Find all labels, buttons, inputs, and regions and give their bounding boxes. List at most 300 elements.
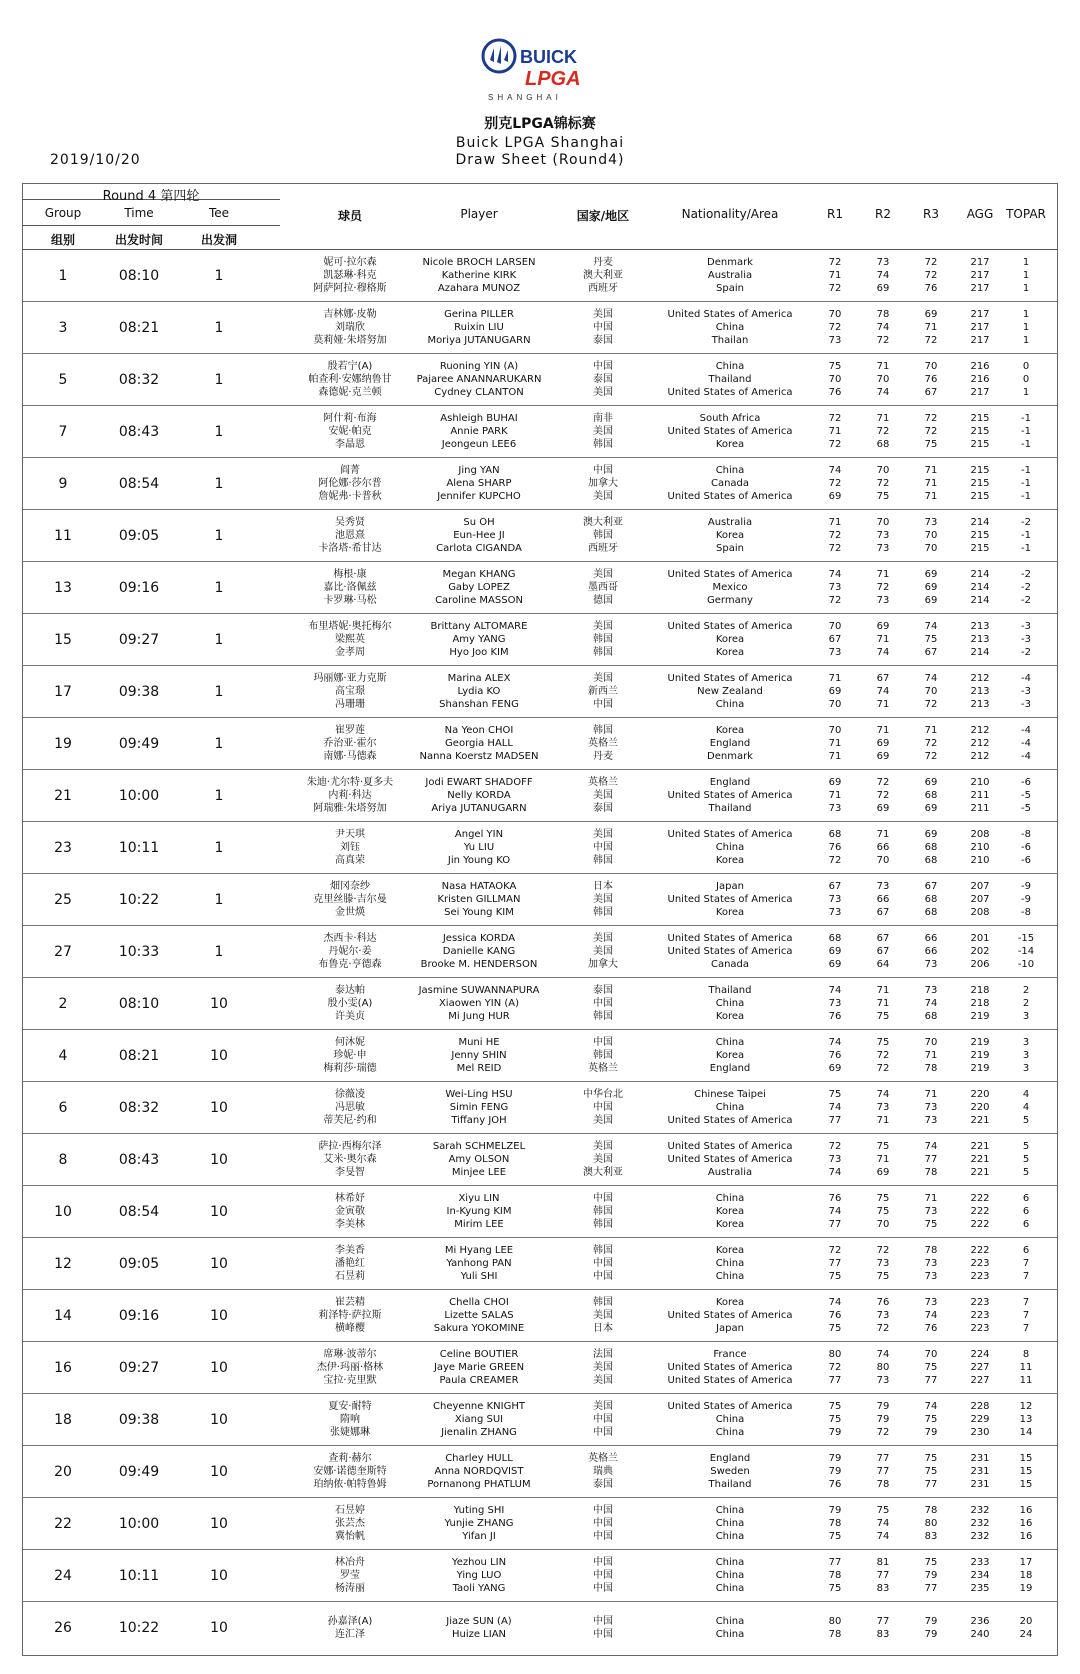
tee-time: 10:33 xyxy=(118,943,160,960)
player-r3-cell xyxy=(906,1134,956,1185)
player-nat: United States of America xyxy=(667,946,793,957)
group-number: 24 xyxy=(54,1567,72,1584)
player-r1: 77 xyxy=(828,1115,842,1126)
player-nat-cell xyxy=(660,926,800,977)
player-country-cell xyxy=(558,1030,648,1081)
player-agg: 212 xyxy=(970,751,990,762)
player-agg: 214 xyxy=(970,595,990,606)
player-r2: 67 xyxy=(876,933,890,944)
player-r2: 75 xyxy=(876,1206,890,1217)
player-country: 新西兰 xyxy=(588,686,618,697)
player-r2: 72 xyxy=(876,1427,890,1438)
player-r3: 70 xyxy=(924,361,938,372)
player-cn: 莫莉娅·朱塔努加 xyxy=(313,335,387,346)
player-r1-cell xyxy=(810,1446,860,1497)
player-r2: 74 xyxy=(876,1518,890,1529)
player-r1: 68 xyxy=(828,933,842,944)
player-r1-cell xyxy=(810,1186,860,1237)
player-country: 美国 xyxy=(593,1362,613,1373)
player-agg: 240 xyxy=(970,1628,990,1640)
player-agg: 214 xyxy=(970,569,990,580)
player-en: Brittany ALTOMARE xyxy=(430,621,528,632)
player-r1: 75 xyxy=(828,1323,842,1334)
player-en: Anna NORDQVIST xyxy=(434,1466,524,1477)
player-r3-cell xyxy=(906,822,956,873)
player-r2: 71 xyxy=(876,634,890,645)
player-r1: 72 xyxy=(828,543,842,554)
table-row xyxy=(22,1030,1058,1082)
player-country: 加拿大 xyxy=(588,959,618,970)
tee-hole: 10 xyxy=(210,1619,228,1636)
player-country: 英格兰 xyxy=(588,1063,618,1074)
player-r1: 79 xyxy=(828,1505,842,1516)
player-agg: 217 xyxy=(970,270,990,281)
player-cn: 艾米·奥尔森 xyxy=(323,1154,377,1165)
player-agg: 232 xyxy=(970,1518,990,1529)
player-r3: 73 xyxy=(924,1258,938,1269)
tee-hole: 1 xyxy=(214,267,224,284)
player-r1: 71 xyxy=(828,426,842,437)
logo-lpga-text: LPGA xyxy=(525,68,581,90)
player-r3-cell xyxy=(906,1342,956,1393)
player-nat: China xyxy=(715,361,745,372)
player-nat: United States of America xyxy=(667,673,793,684)
player-cn: 布里塔妮·奥托梅尔 xyxy=(308,621,392,632)
player-cn-cell xyxy=(300,354,400,405)
tee-time: 08:54 xyxy=(118,1203,160,1220)
player-topar: 11 xyxy=(1019,1362,1033,1373)
player-country: 泰国 xyxy=(593,374,613,385)
player-en-cell xyxy=(400,1446,558,1497)
player-nat: United States of America xyxy=(667,1310,793,1321)
player-r2: 72 xyxy=(876,1063,890,1074)
table-row xyxy=(22,510,1058,562)
tee-time: 09:49 xyxy=(118,735,160,752)
player-r1-cell xyxy=(810,406,860,457)
player-topar: -3 xyxy=(1021,699,1031,710)
player-r1-cell xyxy=(810,562,860,613)
player-r2: 74 xyxy=(876,1349,890,1360)
player-topar-cell xyxy=(996,1342,1056,1393)
player-en: Caroline MASSON xyxy=(435,595,523,606)
player-r2: 74 xyxy=(876,1531,890,1542)
player-r2-cell xyxy=(858,1550,908,1601)
player-country-cell xyxy=(558,250,648,301)
player-nat: Chinese Taipei xyxy=(694,1089,766,1100)
player-r2-cell xyxy=(858,770,908,821)
player-agg: 212 xyxy=(970,738,990,749)
group-number: 7 xyxy=(58,423,68,440)
buick-lpga-logo xyxy=(480,38,620,104)
player-cn: 畑冈奈纱 xyxy=(330,881,370,892)
player-r1: 78 xyxy=(828,1628,842,1640)
player-topar: 5 xyxy=(1022,1154,1030,1165)
player-r2: 74 xyxy=(876,647,890,658)
player-agg: 227 xyxy=(970,1362,990,1373)
player-country: 中国 xyxy=(593,1583,613,1594)
player-cn: 安娜·诺德奎斯特 xyxy=(313,1466,387,1477)
player-en: Simin FENG xyxy=(449,1102,509,1113)
player-country: 中国 xyxy=(593,1570,613,1581)
player-country: 美国 xyxy=(593,829,613,840)
player-nat: United States of America xyxy=(667,829,793,840)
player-en: Jaye Marie GREEN xyxy=(433,1362,525,1373)
tee-hole: 1 xyxy=(214,891,224,908)
group-number: 5 xyxy=(58,371,68,388)
player-r2-cell xyxy=(858,1498,908,1549)
player-country: 日本 xyxy=(593,881,613,892)
player-en: Cheyenne KNIGHT xyxy=(433,1401,525,1412)
player-en-cell xyxy=(400,406,558,457)
player-nat-cell xyxy=(660,354,800,405)
player-r2-cell xyxy=(858,1134,908,1185)
player-en: Brooke M. HENDERSON xyxy=(420,959,538,970)
player-r2-cell xyxy=(858,302,908,353)
player-country: 美国 xyxy=(593,426,613,437)
player-r3: 67 xyxy=(924,881,938,892)
player-nat: England xyxy=(709,1453,751,1464)
tee-hole: 10 xyxy=(210,1463,228,1480)
player-en: Georgia HALL xyxy=(445,738,513,749)
player-r1-cell xyxy=(810,250,860,301)
player-topar: 20 xyxy=(1019,1615,1033,1627)
player-r2: 76 xyxy=(876,1297,890,1308)
player-nat: United States of America xyxy=(667,569,793,580)
player-r2: 74 xyxy=(876,387,890,398)
player-cn: 莉泽特·萨拉斯 xyxy=(318,1310,382,1321)
player-nat: China xyxy=(715,1102,745,1113)
player-country: 中国 xyxy=(593,1615,613,1627)
player-r3-cell xyxy=(906,718,956,769)
player-r2: 75 xyxy=(876,1141,890,1152)
player-r2: 75 xyxy=(876,1193,890,1204)
player-country: 韩国 xyxy=(593,439,613,450)
player-topar-cell xyxy=(996,354,1056,405)
player-cn: 罗莹 xyxy=(340,1570,360,1581)
player-topar-cell xyxy=(996,1082,1056,1133)
group-number: 8 xyxy=(58,1151,68,1168)
player-en-cell xyxy=(400,978,558,1029)
player-nat: Denmark xyxy=(707,257,753,268)
player-r1: 72 xyxy=(828,530,842,541)
tee-time: 09:05 xyxy=(118,527,160,544)
player-topar-cell xyxy=(996,562,1056,613)
player-country-cell xyxy=(558,874,648,925)
player-cn: 阎菁 xyxy=(340,465,360,476)
player-r2-cell xyxy=(858,1238,908,1289)
topar-header: TOPAR xyxy=(1006,207,1046,221)
player-cn: 玛丽娜·亚力克斯 xyxy=(313,673,387,684)
player-r2-cell xyxy=(858,1290,908,1341)
player-r3: 68 xyxy=(924,790,938,801)
player-r3: 71 xyxy=(924,1193,938,1204)
player-agg: 221 xyxy=(970,1141,990,1152)
player-r3: 70 xyxy=(924,1037,938,1048)
player-nat: Japan xyxy=(716,1323,744,1334)
player-agg: 220 xyxy=(970,1089,990,1100)
player-cn: 林希妤 xyxy=(335,1193,365,1204)
player-country: 澳大利亚 xyxy=(583,517,623,528)
player-agg: 206 xyxy=(970,959,990,970)
player-r3-cell xyxy=(906,874,956,925)
player-r2-cell xyxy=(858,1030,908,1081)
player-agg: 222 xyxy=(970,1245,990,1256)
player-agg: 219 xyxy=(970,1063,990,1074)
player-en-cell xyxy=(400,562,558,613)
player-topar: -2 xyxy=(1021,517,1031,528)
player-r2: 66 xyxy=(876,894,890,905)
player-cn-cell xyxy=(300,1446,400,1497)
player-topar: 12 xyxy=(1019,1401,1033,1412)
player-r2: 78 xyxy=(876,309,890,320)
player-agg: 223 xyxy=(970,1323,990,1334)
player-r2: 79 xyxy=(876,1414,890,1425)
player-country: 中国 xyxy=(593,465,613,476)
group-number: 14 xyxy=(54,1307,72,1324)
player-country: 美国 xyxy=(593,1154,613,1165)
player-cn-cell xyxy=(300,458,400,509)
player-topar: 8 xyxy=(1022,1349,1030,1360)
tee-time: 09:05 xyxy=(118,1255,160,1272)
player-nat-cell xyxy=(660,562,800,613)
player-r3: 78 xyxy=(924,1167,938,1178)
player-r3-cell xyxy=(906,302,956,353)
player-topar-cell xyxy=(996,1134,1056,1185)
player-country-cell xyxy=(558,302,648,353)
player-agg: 207 xyxy=(970,881,990,892)
player-topar-cell xyxy=(996,1602,1056,1653)
player-nat: China xyxy=(715,1615,745,1627)
group-number: 15 xyxy=(54,631,72,648)
tee-time: 10:22 xyxy=(118,891,160,908)
player-cn-cell xyxy=(300,1290,400,1341)
player-r3-cell xyxy=(906,614,956,665)
player-cn: 高真荣 xyxy=(335,855,365,866)
player-nat: United States of America xyxy=(667,933,793,944)
player-nat: Korea xyxy=(715,1219,745,1230)
player-r3: 74 xyxy=(924,621,938,632)
player-topar-cell xyxy=(996,874,1056,925)
player-r3: 72 xyxy=(924,426,938,437)
player-nat-cell xyxy=(660,302,800,353)
tee-hole: 10 xyxy=(210,1203,228,1220)
player-en: Amy OLSON xyxy=(448,1154,510,1165)
player-country: 中国 xyxy=(593,1102,613,1113)
player-en: Gerina PILLER xyxy=(444,309,514,320)
player-r3: 79 xyxy=(924,1427,938,1438)
player-en-cell xyxy=(400,510,558,561)
player-r2: 70 xyxy=(876,1219,890,1230)
player-r1: 72 xyxy=(828,1141,842,1152)
player-en: Katherine KIRK xyxy=(441,270,517,281)
player-topar: 15 xyxy=(1019,1453,1033,1464)
r3-header: R3 xyxy=(923,207,939,221)
player-r1: 77 xyxy=(828,1219,842,1230)
player-r2-cell xyxy=(858,1446,908,1497)
player-topar: -2 xyxy=(1021,647,1031,658)
player-cn-header: 球员 xyxy=(337,209,362,223)
player-r2-cell xyxy=(858,718,908,769)
player-nat-cell xyxy=(660,770,800,821)
player-cn: 内莉·科达 xyxy=(328,790,372,801)
tee-time: 10:00 xyxy=(118,787,160,804)
player-country: 美国 xyxy=(593,387,613,398)
player-r2: 73 xyxy=(876,543,890,554)
player-topar: 16 xyxy=(1019,1505,1033,1516)
player-cn: 李晶恩 xyxy=(335,439,365,450)
player-r2-cell xyxy=(858,1082,908,1133)
country-cn-header: 国家/地区 xyxy=(576,209,630,223)
player-nat: England xyxy=(709,1063,751,1074)
player-agg: 234 xyxy=(970,1570,990,1581)
player-r3-cell xyxy=(906,1082,956,1133)
player-nat: Korea xyxy=(715,1245,745,1256)
player-nat: United States of America xyxy=(667,621,793,632)
player-topar: 24 xyxy=(1019,1628,1033,1640)
player-nat: China xyxy=(715,1557,745,1568)
player-en: Mi Hyang LEE xyxy=(444,1245,514,1256)
player-en-cell xyxy=(400,1238,558,1289)
player-r2: 73 xyxy=(876,530,890,541)
player-topar-cell xyxy=(996,1238,1056,1289)
player-nat: China xyxy=(715,1518,745,1529)
player-r3: 72 xyxy=(924,751,938,762)
player-en-cell xyxy=(400,1030,558,1081)
player-country-cell xyxy=(558,718,648,769)
player-country: 韩国 xyxy=(593,855,613,866)
player-cn: 刘钰 xyxy=(340,842,360,853)
tee-hole: 10 xyxy=(210,1151,228,1168)
tee-time: 08:32 xyxy=(118,371,160,388)
player-nat: South Africa xyxy=(699,413,761,424)
player-r1: 74 xyxy=(828,985,842,996)
player-agg: 223 xyxy=(970,1297,990,1308)
title-english: Buick LPGA Shanghai xyxy=(455,135,625,151)
player-cn: 梅莉莎·瑞德 xyxy=(323,1063,377,1074)
player-nat: Canada xyxy=(710,478,750,489)
player-nat: China xyxy=(715,322,745,333)
player-en: Yezhou LIN xyxy=(451,1557,507,1568)
player-cn-cell xyxy=(300,1602,400,1653)
player-country: 法国 xyxy=(593,1349,613,1360)
player-nat: Australia xyxy=(707,517,753,528)
player-cn-cell xyxy=(300,874,400,925)
tee-header-cn: 出发洞 xyxy=(200,233,237,247)
player-topar-cell xyxy=(996,770,1056,821)
player-r1: 74 xyxy=(828,1206,842,1217)
player-cn-cell xyxy=(300,614,400,665)
tee-hole: 10 xyxy=(210,995,228,1012)
table-row xyxy=(22,874,1058,926)
player-r2-cell xyxy=(858,562,908,613)
player-en-cell xyxy=(400,1342,558,1393)
player-country-cell xyxy=(558,614,648,665)
tee-time: 09:38 xyxy=(118,1411,160,1428)
player-cn: 梁熙英 xyxy=(335,634,365,645)
player-r1: 77 xyxy=(828,1557,842,1568)
table-row xyxy=(22,1082,1058,1134)
player-cn-cell xyxy=(300,1082,400,1133)
group-number: 21 xyxy=(54,787,72,804)
player-r2: 75 xyxy=(876,1271,890,1282)
player-country-cell xyxy=(558,354,648,405)
player-en-cell xyxy=(400,1602,558,1653)
player-en: Cydney CLANTON xyxy=(434,387,524,398)
player-country: 中国 xyxy=(593,1193,613,1204)
player-r3: 71 xyxy=(924,478,938,489)
player-r2: 74 xyxy=(876,270,890,281)
player-country: 墨西哥 xyxy=(588,582,618,593)
player-topar: 2 xyxy=(1022,985,1030,996)
player-r2: 77 xyxy=(876,1570,890,1581)
player-agg: 217 xyxy=(970,335,990,346)
player-nat: Australia xyxy=(707,1167,753,1178)
player-cn: 杰伊·玛丽·格林 xyxy=(316,1362,384,1373)
player-header: Player xyxy=(460,207,498,221)
player-r3-cell xyxy=(906,406,956,457)
player-r2-cell xyxy=(858,510,908,561)
player-r3: 77 xyxy=(924,1375,938,1386)
player-en: Moriya JUTANUGARN xyxy=(427,335,531,346)
player-en: Minjee LEE xyxy=(451,1167,507,1178)
player-agg: 222 xyxy=(970,1219,990,1230)
player-country-cell xyxy=(558,926,648,977)
player-en: Mi Jung HUR xyxy=(448,1011,510,1022)
player-nat: Korea xyxy=(715,1050,745,1061)
player-en: Jasmine SUWANNAPURA xyxy=(418,985,540,996)
player-agg: 221 xyxy=(970,1154,990,1165)
player-agg: 221 xyxy=(970,1167,990,1178)
player-country: 南非 xyxy=(593,413,613,424)
player-en: Yanhong PAN xyxy=(446,1258,512,1269)
player-country: 美国 xyxy=(593,491,613,502)
player-cn: 朱迪·尤尔特·夏多夫 xyxy=(306,777,394,788)
player-r2: 73 xyxy=(876,881,890,892)
player-r2: 73 xyxy=(876,1102,890,1113)
player-r3-cell xyxy=(906,1446,956,1497)
player-r1: 69 xyxy=(828,959,842,970)
player-agg: 210 xyxy=(970,777,990,788)
player-agg: 214 xyxy=(970,517,990,528)
player-country: 美国 xyxy=(593,933,613,944)
player-nat: Thailand xyxy=(708,985,752,996)
player-r3: 76 xyxy=(924,1323,938,1334)
player-agg: 210 xyxy=(970,842,990,853)
player-nat-cell xyxy=(660,250,800,301)
player-cn: 妮可·拉尔森 xyxy=(323,257,377,268)
player-cn: 何沐妮 xyxy=(335,1037,365,1048)
player-r3: 70 xyxy=(924,543,938,554)
table-row xyxy=(22,1550,1058,1602)
player-r2: 72 xyxy=(876,426,890,437)
player-r3: 75 xyxy=(924,1362,938,1373)
player-r2-cell xyxy=(858,874,908,925)
player-cn: 冀怡帆 xyxy=(335,1531,365,1542)
player-r1: 69 xyxy=(828,1063,842,1074)
player-cn: 石昱婷 xyxy=(335,1505,365,1516)
player-cn: 凯瑟琳·科克 xyxy=(323,270,377,281)
player-r3: 76 xyxy=(924,374,938,385)
player-r2: 71 xyxy=(876,699,890,710)
player-country: 中国 xyxy=(593,1258,613,1269)
player-topar: -15 xyxy=(1017,933,1035,944)
player-r1-cell xyxy=(810,510,860,561)
player-topar: 7 xyxy=(1022,1297,1030,1308)
player-country: 澳大利亚 xyxy=(583,1167,623,1178)
player-country-cell xyxy=(558,458,648,509)
player-topar: 11 xyxy=(1019,1375,1033,1386)
player-r1-cell xyxy=(810,458,860,509)
